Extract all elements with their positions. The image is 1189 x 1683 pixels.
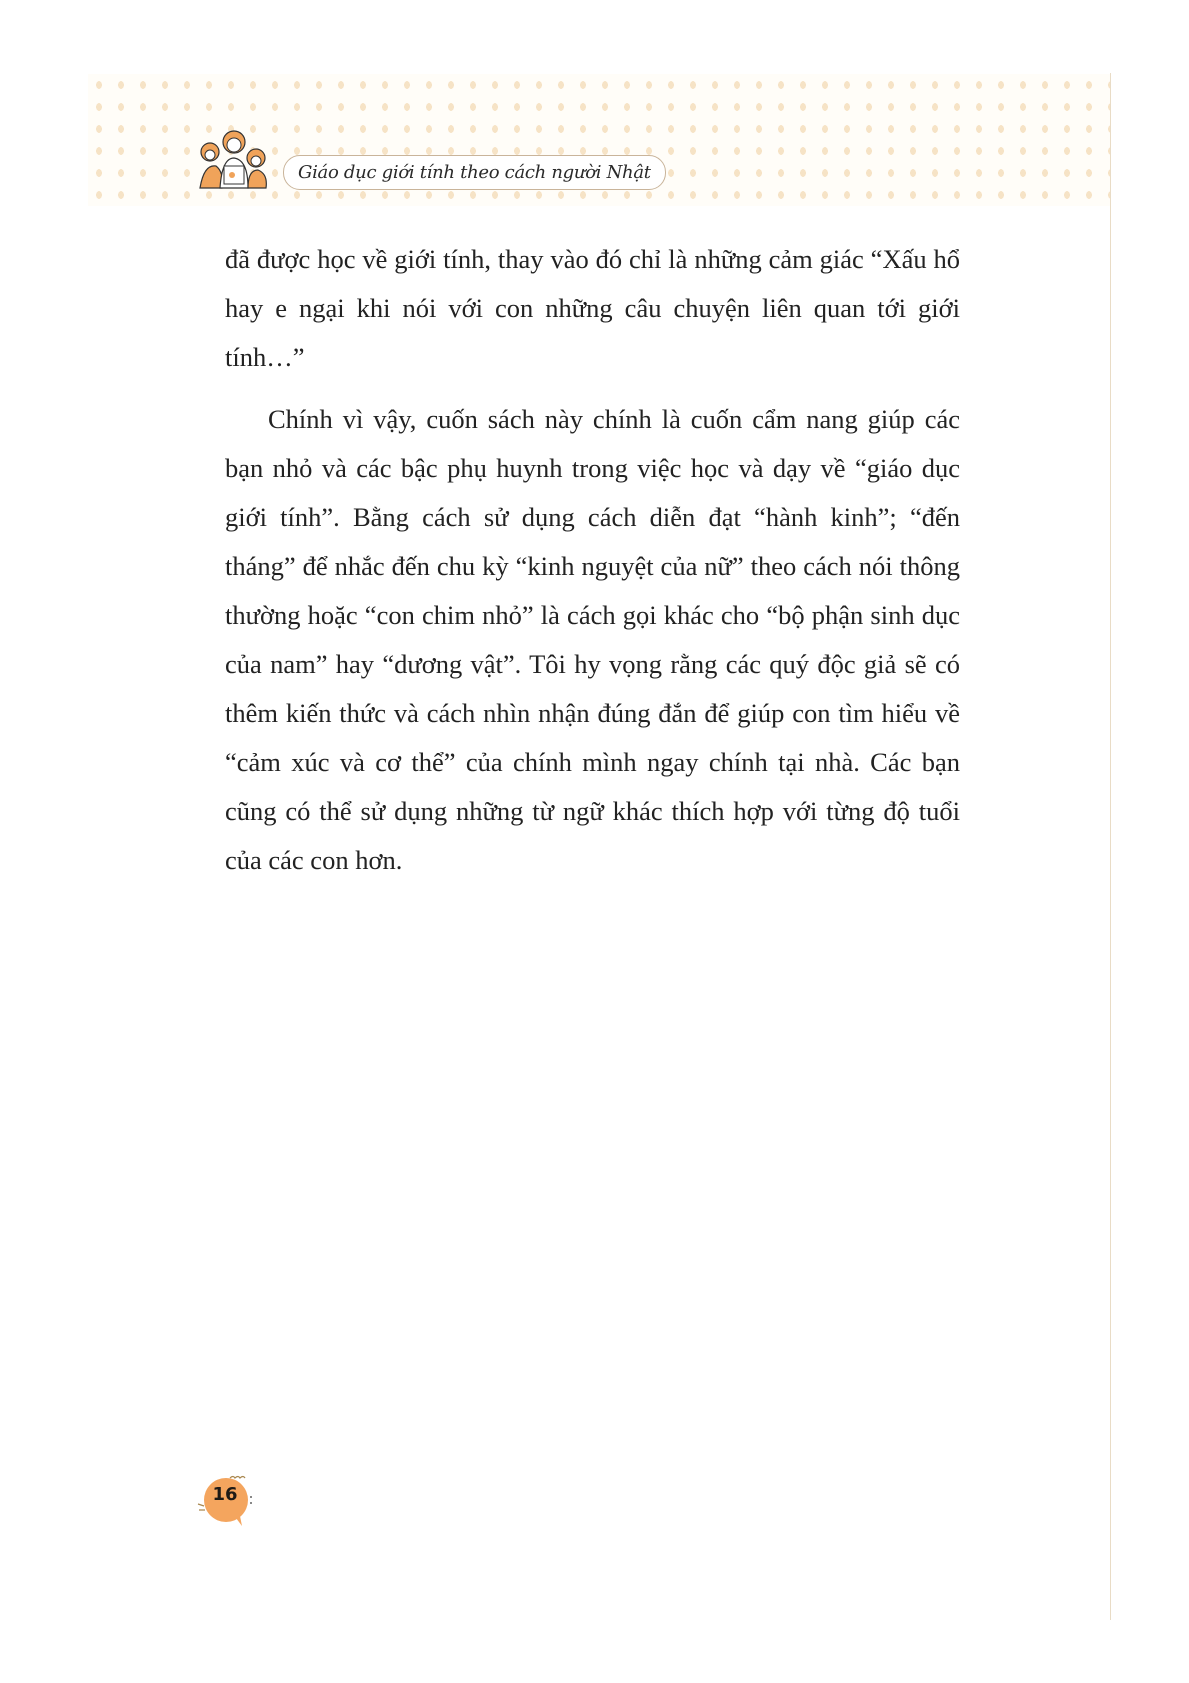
paragraph: Chính vì vậy, cuốn sách này chính là cuốn cẩm nang giúp các bạn nhỏ và các bậc phụ huynh trong việc học và dạy về “giáo dục giới tính”. Bằng cách sử dụng cách diễn đạt “hành kinh”; “đến tháng” để nhắc đến chu kỳ “kinh nguyệt của nữ” theo cách nói thông thường hoặc “con chim nhỏ” là cách gọi khác cho “bộ phận sinh dục của nam” hay “dương vật”. Tôi hy vọng rằng các quý độc giả sẽ có thêm kiến thức và cách nhìn nhận đúng đắn để giúp con tìm hiểu về “cảm xúc và cơ thể” của chính mình ngay chính tại nhà. Các bạn cũng có thể sử dụng những từ ngữ khác thích hợp với từng độ tuổi của các con hơn. [225,404,960,875]
book-title-header: Giáo dục giới tính theo cách người Nhật [283,155,666,190]
page-number: 16 [212,1484,238,1505]
paragraph: đã được học về giới tính, thay vào đó chỉ là những cảm giác “Xấu hổ hay e ngại khi nói với con những câu chuyện liên quan tới giới tính…” [225,244,960,372]
family-reading-icon [194,128,272,194]
page-margin-rule [1110,73,1111,1620]
body-text [225,235,960,885]
